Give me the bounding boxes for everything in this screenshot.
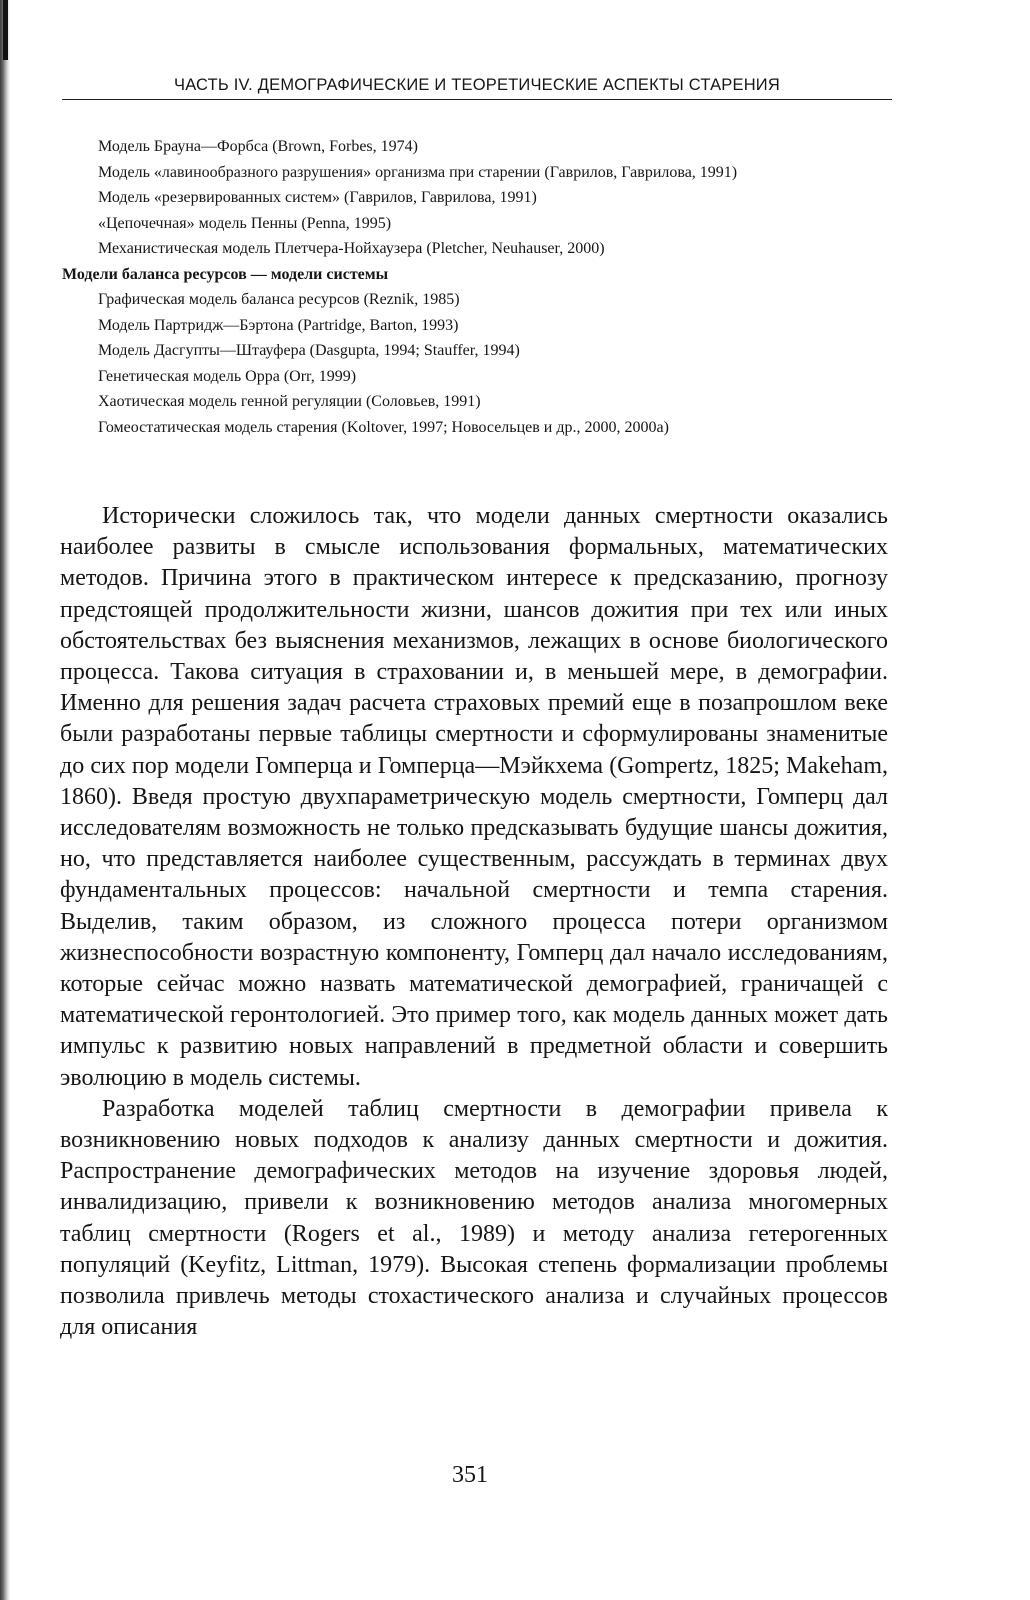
page-number: 351 [452,1462,488,1488]
paragraph: Исторически сложилось так, что модели данных смертности оказались наиболее развиты в смысле использования формальных, математических методов. Причина этого в практическом интересе к предсказанию, прогнозу предстоящей продолжительности жизни, шансов дожития при тех или иных обстоятельствах без выяснения механизмов, лежащих в основе биологического процесса. Такова ситуация в страховании и, в меньшей мере, в демографии. Именно для решения задач расчета страховых премий еще в позапрошлом веке были разработаны первые таблицы смертности и сформулированы знаменитые до сих пор модели Гомперца и Гомперца—Мэйкхема (Gompertz, 1825; Makeham, 1860). Введя простую двухпараметрическую модель смертности, Гомперц дал исследователям возможность не только предсказывать будущие шансы дожития, но, что представляется наиболее существенным, рассуждать в терминах двух фундаментальных процессов: начальной смертности и темпа старения. Выделив, таким образом, из сложного процесса потери организмом жизнеспособности возрастную компоненту, Гомперц дал начало исследованиям, которые сейчас можно назвать математической демографией, граничащей с математической геронтологией. Это пример того, как модель данных может дать импульс к развитию новых направлений в предметной области и совершить эволюцию в модель системы. [60,503,888,1091]
list-item: Модель Дасгупты—Штауфера (Dasgupta, 1994; Stauffer, 1994) [98,342,520,359]
list-item: Хаотическая модель генной регуляции (Соловьев, 1991) [98,393,481,410]
list-item: Гомеостатическая модель старения (Koltover, 1997; Новосельцев и др., 2000, 2000а) [98,418,669,436]
list-item: Модель Партридж—Бэртона (Partridge, Barton, 1993) [98,316,459,334]
list-item: Графическая модель баланса ресурсов (Reznik, 1985) [98,291,460,308]
model-list [62,134,888,440]
page-binding-edge [0,0,10,1600]
list-item: Модель «лавинообразного разрушения» организма при старении (Гаврилов, Гаврилова, 1991) [98,163,738,181]
running-header: ЧАСТЬ IV. ДЕМОГРАФИЧЕСКИЕ И ТЕОРЕТИЧЕСКИЕ АСПЕКТЫ СТАРЕНИЯ [62,76,892,100]
list-item: «Цепочечная» модель Пенны (Penna, 1995) [98,214,392,232]
paragraph: Разработка моделей таблиц смертности в демографии привела к возникновению новых подходов к анализу данных смертности и дожития. Распространение демографических методов на изучение здоровья людей, инвалидизацию, привели к возникновению методов анализа многомерных таблиц смертности (Rogers et al., 1989) и методу анализа гетерогенных популяций (Keyfitz, Littman, 1979). Высокая степень формализации проблемы позволила привлечь методы стохастического анализа и случайных процессов для описания [60,1095,888,1341]
binding-mark [3,0,8,60]
list-item: Механистическая модель Плетчера-Нойхаузера (Pletcher, Neuhauser, 2000) [98,240,605,257]
list-item: Модель «резервированных систем» (Гаврилов, Гаврилова, 1991) [98,189,537,206]
list-item: Модель Брауна—Форбса (Brown, Forbes, 1974) [98,138,418,155]
body-text [60,501,888,1343]
list-item: Генетическая модель Орра (Orr, 1999) [98,367,357,385]
list-group-heading: Модели баланса ресурсов — модели системы [62,265,389,283]
